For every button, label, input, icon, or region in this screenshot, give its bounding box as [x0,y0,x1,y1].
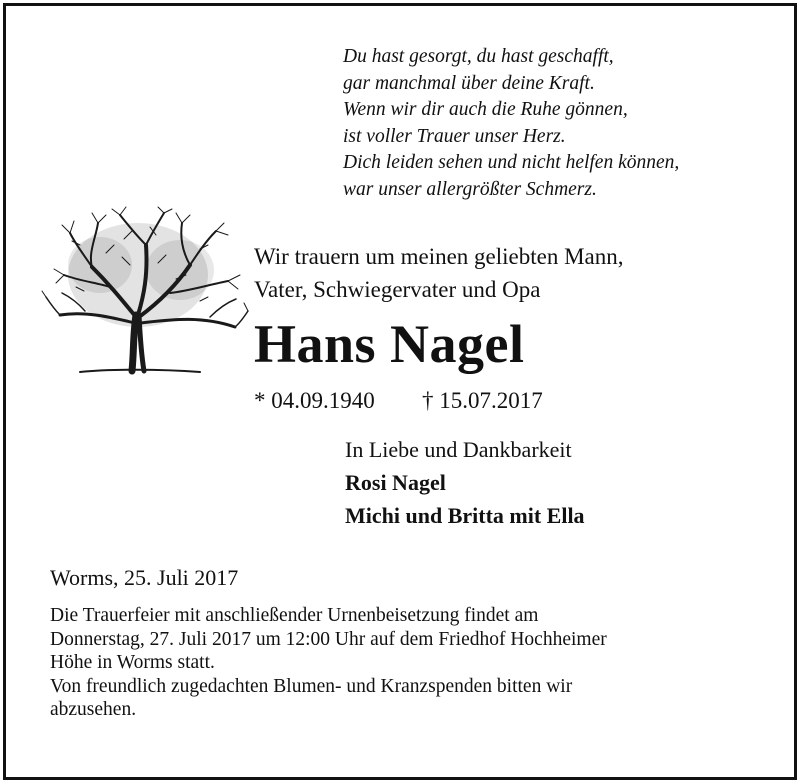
poem-line: ist voller Trauer unser Herz. [343,125,566,147]
mourner-name: Rosi Nagel [345,470,446,495]
notice-line: Donnerstag, 27. Juli 2017 um 12:00 Uhr auf dem Friedhof Hochheimer [50,628,607,650]
poem-line: Dich leiden sehen und nicht helfen können, [343,152,680,174]
poem-line: Du hast gesorgt, du hast geschafft, [343,46,614,67]
poem-line: gar manchmal über deine Kraft. [343,72,595,94]
intro-line: Wir trauern um meinen geliebten Mann, [254,244,624,269]
notice-line: abzusehen. [50,699,137,720]
birth-date: * 04.09.1940 [254,388,375,413]
notice-line: Von freundlich zugedachten Blumen- und Kranzspenden bitten wir [50,675,573,697]
place-date: Worms, 25. Juli 2017 [50,565,239,590]
mourner-name: Michi und Britta mit Ella [345,503,585,528]
tree-icon [40,205,250,380]
mourners-intro: In Liebe und Dankbarkeit [345,437,572,462]
intro-line: Vater, Schwiegervater und Opa [254,277,541,302]
deceased-name: Hans Nagel [254,314,525,374]
poem [343,44,763,204]
notice-line: Höhe in Worms statt. [50,652,215,673]
poem-line: war unser allergrößter Schmerz. [343,178,597,200]
death-date: † 15.07.2017 [422,388,543,413]
poem-line: Wenn wir dir auch die Ruhe gönnen, [343,99,628,121]
mourners [345,433,585,532]
intro-text [254,240,624,306]
funeral-notice [50,604,607,722]
notice-line: Die Trauerfeier mit anschließender Urnenbeisetzung findet am [50,605,539,626]
